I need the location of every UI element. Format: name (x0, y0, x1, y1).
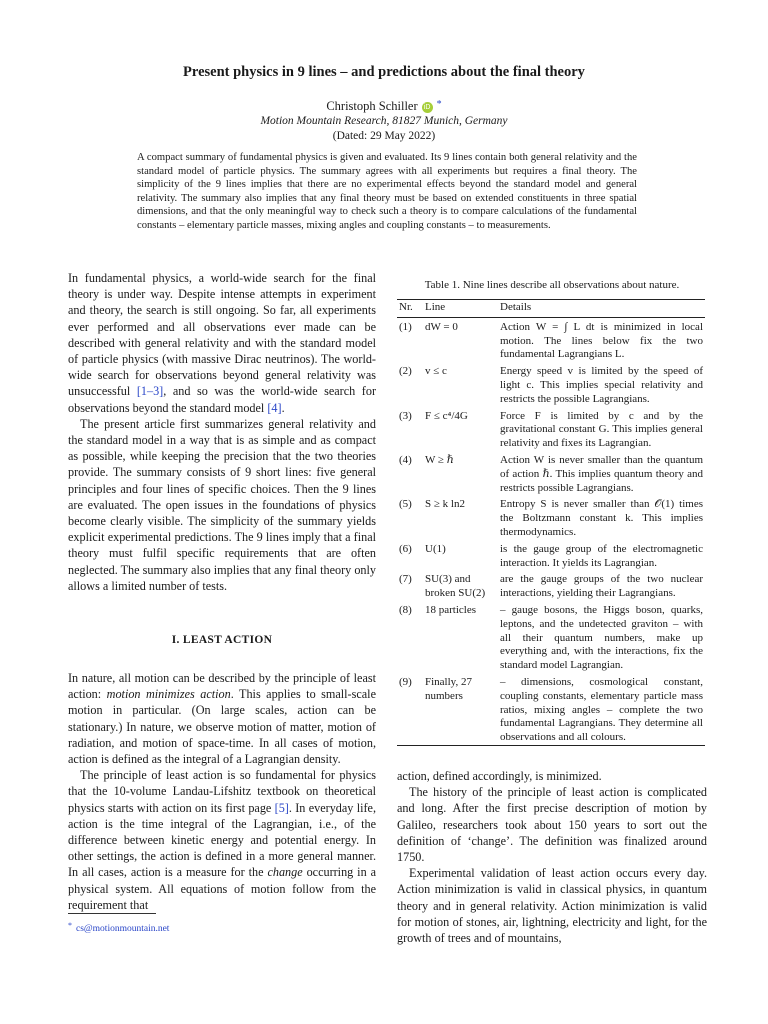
abstract: A compact summary of fundamental physics is given and evaluated. Its 9 lines contain both general relativity and the standard model of particle physics. The summary agrees with all experiments but requires a final theory. The simplicity of the 9 lines implies that there are no experimental effects beyond the standard model and general relativity. The summary also implies that any final theory must be based on extended constituents in three spatial dimensions, and that the only meaningful way to check such a theory is to compare calculations of the fundamental constants – elementary particle masses, mixing angles and coupling constants – to measurements. (137, 152, 637, 231)
citation-link[interactable]: [4] (267, 400, 282, 415)
section-1-paragraph-3: action, defined accordingly, is minimized. (397, 769, 602, 783)
table-cell-line: Finally, 27 numbers (425, 675, 472, 702)
table-header-row (397, 300, 705, 318)
table-caption: Table 1. Nine lines describe all observations about nature. (424, 279, 680, 291)
citation-link[interactable]: [1–3] (136, 384, 164, 399)
affiliation: Motion Mountain Research, 81827 Munich, Germany (260, 115, 508, 127)
table-row (397, 318, 705, 362)
table-row (397, 451, 705, 495)
table-cell-nr: (9) (399, 675, 412, 688)
table-header-cell: Nr. (399, 301, 413, 313)
author-footnote-mark[interactable]: * (436, 99, 442, 110)
table-row (397, 673, 705, 745)
table-cell-line: SU(3) and broken SU(2) (425, 573, 486, 600)
intro-text (68, 270, 376, 594)
table-cell-nr: (4) (399, 453, 412, 466)
table-row (397, 601, 705, 673)
table-cell-details: is the gauge group of the electromagnetic interaction. It yields its Lagrangian. (500, 542, 703, 569)
table-header-cell: Line (425, 301, 446, 313)
section-1-paragraph-4: The history of the principle of least action is complicated and long. After the first precise description of motion by Galileo, researchers took about 150 years to sort out the definition of ‘change’. The definition was finalized around 1750. (397, 785, 707, 865)
table-cell-line: S ≥ k ln2 (425, 498, 465, 511)
author-name: Christoph Schiller (326, 99, 418, 113)
table-cell-line: v ≤ c (425, 365, 447, 378)
table-cell-line: W ≥ ℏ (425, 453, 454, 466)
author-line (60, 99, 708, 114)
section-1-continued (397, 768, 707, 946)
table-cell-details: Action W = ∫ L dt is minimized in local motion. The lines below fix the two fundamental Lagrangians L. (500, 320, 703, 361)
section-heading: I. LEAST ACTION (171, 634, 273, 646)
table-cell-nr: (5) (399, 498, 412, 511)
citation-link[interactable]: [5] (274, 800, 289, 815)
table-row (397, 540, 705, 571)
table-cell-nr: (6) (399, 542, 412, 555)
table-row (397, 362, 705, 406)
table-cell-line: dW = 0 (425, 320, 458, 333)
table-cell-nr: (1) (399, 320, 412, 333)
table-cell-details: Force F is limited by c and by the gravitational constant G. This implies general relativity and fixes its Lagrangian. (500, 409, 703, 450)
table-cell-details: – gauge bosons, the Higgs boson, quarks, leptons, and the undetected graviton – with all their quantum numbers, make up everything and, with the interactions, fix the standard model Lagrangian. (500, 603, 703, 672)
table-cell-details: Energy speed v is limited by the speed of light c. This implies special relativity and restricts the possible Lagrangians. (500, 365, 703, 405)
paper-title: Present physics in 9 lines – and predictions about the final theory (183, 64, 585, 80)
table-cell-line: F ≤ c⁴/4G (425, 409, 468, 422)
orcid-icon[interactable]: iD (422, 102, 433, 113)
footnote-mark: * (68, 921, 72, 930)
footnote (68, 921, 169, 934)
section-1-paragraph-1: In nature, all motion can be described by the principle of least action: motion minimizes action. This applies to small-scale motion in particular. (On large scales, action can be stationary.) In nature, we observe motion of matter, motion of radiation, and motion of space-time. In all cases of motion, action is defined as the integral of a Lagrangian density. (68, 671, 376, 767)
section-1-text (68, 670, 376, 913)
table-cell-nr: (7) (399, 573, 412, 586)
section-1-paragraph-2: The principle of least action is so fundamental for physics that the 10-volume Landau-Lifshitz textbook on theoretical physics starts with action on its first page [5]. In everyday life, action is the time integral of the Lagrangian, i.e., of the difference between kinetic energy and potential energy. In other settings, the action is defined in a more general manner. In all cases, action is a measure for the change occurring in a physical system. All equations of motion follow from the requirement that (68, 768, 376, 912)
table-row (397, 495, 705, 539)
table-header-cell: Details (500, 301, 532, 313)
intro-paragraph-2: The present article first summarizes general relativity and the standard model in a way that is as simple and as compact as possible, while keeping the precision that the two theories provide. The summary consists of 9 short lines: five general principles and four lines of specific choices. Then the 9 lines are evaluated. The open issues in the foundations of physics become clearly visible. The simplicity of the summary yields explicit experimental predictions. The 9 lines imply that a final theory must fulfil specific requirements that are often neglected. The summary also implies that any final theory only allows a limited number of tests. (68, 416, 376, 593)
intro-paragraph-1: In fundamental physics, a world-wide search for the final theory is under way. Despite intense attempts in experiment and theory, the search is still ongoing. So far, all experiments ever performed and all observations ever made can be described with general relativity and with the standard model of particle physics (with massive Dirac neutrinos). The world-wide search for observations beyond general relativity was unsuccessful [1–3], and so was the world-wide search for observations beyond the standard model [4]. (68, 271, 377, 415)
table-cell-nr: (3) (399, 409, 412, 422)
table-cell-details: Entropy S is never smaller than 𝒪(1) times the Boltzmann constant k. This implies thermodynamics. (500, 498, 703, 538)
table-cell-details: – dimensions, cosmological constant, coupling constants, elementary particle mass ratios, mixing angles – complete the two fundamental Lagrangians. They determine all observations and all colours. (500, 675, 703, 744)
table-row (397, 407, 705, 451)
date-line: (Dated: 29 May 2022) (332, 130, 436, 142)
nine-lines-table (397, 299, 705, 746)
footnote-rule (68, 913, 156, 914)
table-cell-nr: (2) (399, 365, 412, 378)
table-cell-line: 18 particles (425, 603, 477, 616)
table-cell-details: are the gauge groups of the two nuclear interactions, yielding their Lagrangians. (500, 573, 703, 600)
table-cell-details: Action W is never smaller than the quantum of action ℏ. This implies quantum theory and restricts possible Lagrangians. (500, 453, 703, 494)
email-link[interactable]: cs@motionmountain.net (76, 924, 170, 934)
table-row (397, 570, 705, 601)
table-cell-line: U(1) (425, 542, 446, 555)
table-cell-nr: (8) (399, 603, 412, 616)
section-1-paragraph-5: Experimental validation of least action occurs every day. Action minimization is valid in classical physics, in quantum theory and in general relativity. Action minimization is valid for motion of stones, air, lightning, electricity and light, for the growth of trees and of mountains, (397, 866, 707, 946)
